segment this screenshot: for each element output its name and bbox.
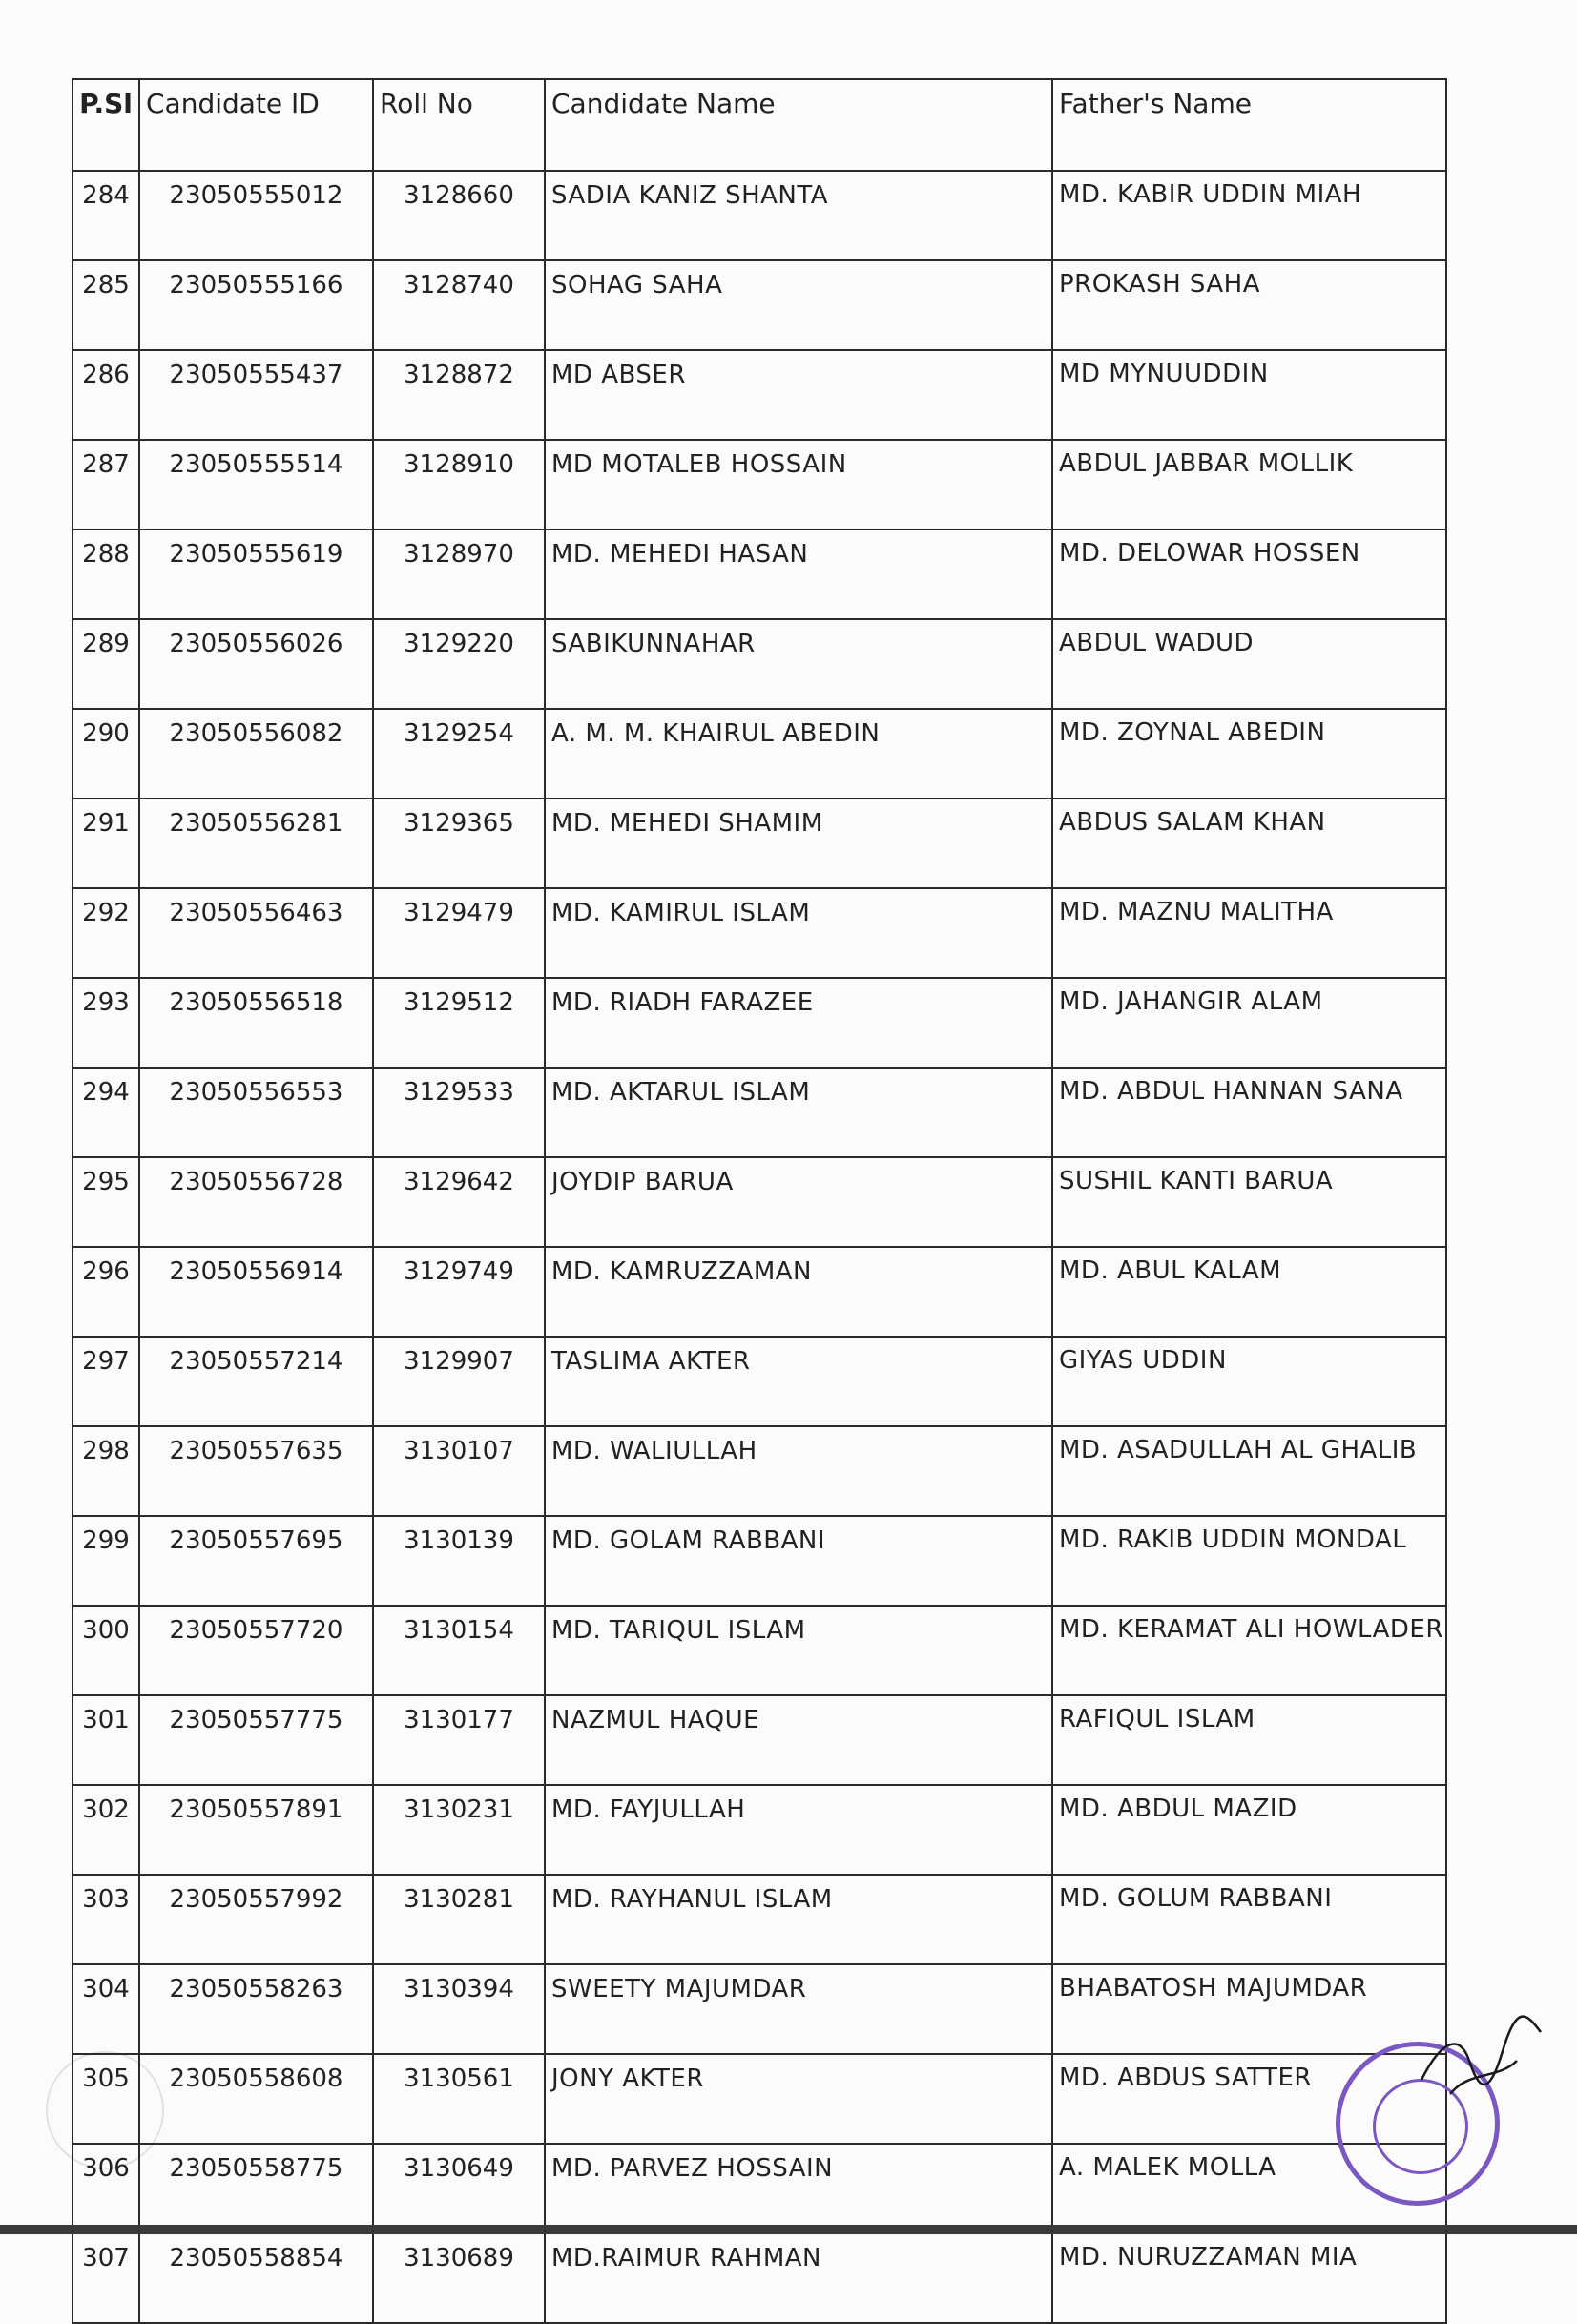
- row-candidate-id: 23050555514: [139, 440, 373, 529]
- row-candidate-id: 23050556728: [139, 1157, 373, 1247]
- row-psl: 298: [73, 1426, 139, 1516]
- row-candidate-id: 23050556281: [139, 799, 373, 888]
- row-psl: 284: [73, 171, 139, 260]
- table-row: [73, 1695, 1446, 1785]
- row-psl: 293: [73, 978, 139, 1068]
- row-candidate-id: 23050556026: [139, 619, 373, 709]
- row-roll-no: 3128910: [373, 440, 545, 529]
- row-father-name: ABDUS SALAM KHAN: [1052, 799, 1446, 888]
- row-candidate-name: SOHAG SAHA: [545, 260, 1052, 350]
- row-father-name: MD. ABDUS SATTER: [1052, 2054, 1446, 2144]
- row-psl: 297: [73, 1337, 139, 1426]
- table-row: [73, 978, 1446, 1068]
- row-candidate-name: MD MOTALEB HOSSAIN: [545, 440, 1052, 529]
- row-candidate-id: 23050555012: [139, 171, 373, 260]
- table-row: [73, 529, 1446, 619]
- row-roll-no: 3129642: [373, 1157, 545, 1247]
- table-row: [73, 1606, 1446, 1695]
- row-candidate-id: 23050556463: [139, 888, 373, 978]
- row-roll-no: 3128970: [373, 529, 545, 619]
- row-candidate-name: MD. MEHEDI HASAN: [545, 529, 1052, 619]
- row-roll-no: 3129220: [373, 619, 545, 709]
- row-roll-no: 3130231: [373, 1785, 545, 1875]
- row-candidate-name: JOYDIP BARUA: [545, 1157, 1052, 1247]
- table-header-row: [73, 79, 1446, 171]
- row-candidate-id: 23050555437: [139, 350, 373, 440]
- header-candidate-name: Candidate Name: [545, 79, 1052, 171]
- table-row: [73, 350, 1446, 440]
- table-row: [73, 888, 1446, 978]
- table-row: [73, 440, 1446, 529]
- row-candidate-id: 23050557635: [139, 1426, 373, 1516]
- table-row: [73, 260, 1446, 350]
- row-psl: 286: [73, 350, 139, 440]
- row-psl: 296: [73, 1247, 139, 1337]
- row-psl: 305: [73, 2054, 139, 2144]
- row-roll-no: 3130139: [373, 1516, 545, 1606]
- row-psl: 294: [73, 1068, 139, 1157]
- row-roll-no: 3130689: [373, 2233, 545, 2323]
- row-father-name: MD. KERAMAT ALI HOWLADER: [1052, 1606, 1446, 1695]
- row-candidate-name: MD. AKTARUL ISLAM: [545, 1068, 1052, 1157]
- row-roll-no: 3129749: [373, 1247, 545, 1337]
- row-candidate-name: MD. TARIQUL ISLAM: [545, 1606, 1052, 1695]
- row-roll-no: 3129907: [373, 1337, 545, 1426]
- header-roll-no: Roll No: [373, 79, 545, 171]
- row-candidate-id: 23050557720: [139, 1606, 373, 1695]
- row-roll-no: 3130177: [373, 1695, 545, 1785]
- row-candidate-name: MD. KAMIRUL ISLAM: [545, 888, 1052, 978]
- row-psl: 306: [73, 2144, 139, 2233]
- row-candidate-id: 23050558263: [139, 1964, 373, 2054]
- row-roll-no: 3129365: [373, 799, 545, 888]
- row-psl: 300: [73, 1606, 139, 1695]
- scan-bottom-edge: [0, 2225, 1577, 2234]
- table-row: [73, 1068, 1446, 1157]
- row-father-name: MD. ASADULLAH AL GHALIB: [1052, 1426, 1446, 1516]
- row-candidate-name: MD. PARVEZ HOSSAIN: [545, 2144, 1052, 2233]
- header-candidate-id: Candidate ID: [139, 79, 373, 171]
- row-candidate-id: 23050558854: [139, 2233, 373, 2323]
- row-candidate-id: 23050556518: [139, 978, 373, 1068]
- header-father-name: Father's Name: [1052, 79, 1446, 171]
- table-row: [73, 799, 1446, 888]
- row-candidate-id: 23050558775: [139, 2144, 373, 2233]
- row-candidate-name: SADIA KANIZ SHANTA: [545, 171, 1052, 260]
- row-candidate-name: MD. FAYJULLAH: [545, 1785, 1052, 1875]
- row-candidate-name: NAZMUL HAQUE: [545, 1695, 1052, 1785]
- table-row: [73, 1785, 1446, 1875]
- row-father-name: MD. KABIR UDDIN MIAH: [1052, 171, 1446, 260]
- row-father-name: MD. ZOYNAL ABEDIN: [1052, 709, 1446, 799]
- row-roll-no: 3129479: [373, 888, 545, 978]
- row-father-name: MD. ABDUL HANNAN SANA: [1052, 1068, 1446, 1157]
- row-candidate-id: 23050556553: [139, 1068, 373, 1157]
- table-row: [73, 2144, 1446, 2233]
- row-father-name: GIYAS UDDIN: [1052, 1337, 1446, 1426]
- row-roll-no: 3130649: [373, 2144, 545, 2233]
- table-row: [73, 1964, 1446, 2054]
- row-father-name: SUSHIL KANTI BARUA: [1052, 1157, 1446, 1247]
- row-psl: 303: [73, 1875, 139, 1964]
- row-psl: 301: [73, 1695, 139, 1785]
- row-candidate-id: 23050557775: [139, 1695, 373, 1785]
- table-row: [73, 1875, 1446, 1964]
- row-father-name: MD. ABDUL MAZID: [1052, 1785, 1446, 1875]
- row-psl: 290: [73, 709, 139, 799]
- table-row: [73, 1157, 1446, 1247]
- row-roll-no: 3128740: [373, 260, 545, 350]
- row-candidate-id: 23050555619: [139, 529, 373, 619]
- row-father-name: MD. GOLUM RABBANI: [1052, 1875, 1446, 1964]
- row-candidate-name: JONY AKTER: [545, 2054, 1052, 2144]
- table-row: [73, 2054, 1446, 2144]
- row-psl: 304: [73, 1964, 139, 2054]
- row-father-name: MD. ABUL KALAM: [1052, 1247, 1446, 1337]
- row-candidate-name: MD. MEHEDI SHAMIM: [545, 799, 1052, 888]
- row-roll-no: 3128660: [373, 171, 545, 260]
- row-candidate-id: 23050557992: [139, 1875, 373, 1964]
- row-father-name: PROKASH SAHA: [1052, 260, 1446, 350]
- row-father-name: MD MYNUUDDIN: [1052, 350, 1446, 440]
- row-candidate-id: 23050558608: [139, 2054, 373, 2144]
- table-row: [73, 1426, 1446, 1516]
- row-roll-no: 3128872: [373, 350, 545, 440]
- handwritten-signature: [1412, 2003, 1546, 2118]
- table-row: [73, 709, 1446, 799]
- row-psl: 292: [73, 888, 139, 978]
- row-roll-no: 3129533: [373, 1068, 545, 1157]
- row-candidate-id: 23050556914: [139, 1247, 373, 1337]
- row-father-name: ABDUL WADUD: [1052, 619, 1446, 709]
- table-row: [73, 1337, 1446, 1426]
- row-psl: 291: [73, 799, 139, 888]
- row-roll-no: 3130107: [373, 1426, 545, 1516]
- row-psl: 295: [73, 1157, 139, 1247]
- row-candidate-name: MD. GOLAM RABBANI: [545, 1516, 1052, 1606]
- row-candidate-id: 23050557214: [139, 1337, 373, 1426]
- row-psl: 299: [73, 1516, 139, 1606]
- row-father-name: MD. MAZNU MALITHA: [1052, 888, 1446, 978]
- row-roll-no: 3129254: [373, 709, 545, 799]
- row-candidate-id: 23050557695: [139, 1516, 373, 1606]
- row-candidate-id: 23050556082: [139, 709, 373, 799]
- row-father-name: A. MALEK MOLLA: [1052, 2144, 1446, 2233]
- row-psl: 285: [73, 260, 139, 350]
- row-roll-no: 3130154: [373, 1606, 545, 1695]
- row-father-name: MD. NURUZZAMAN MIA: [1052, 2233, 1446, 2323]
- row-father-name: MD. RAKIB UDDIN MONDAL: [1052, 1516, 1446, 1606]
- header-psl: P.Sl: [73, 79, 139, 171]
- row-father-name: RAFIQUL ISLAM: [1052, 1695, 1446, 1785]
- row-candidate-name: MD ABSER: [545, 350, 1052, 440]
- table-row: [73, 619, 1446, 709]
- row-psl: 302: [73, 1785, 139, 1875]
- row-candidate-name: MD. WALIULLAH: [545, 1426, 1052, 1516]
- row-roll-no: 3130281: [373, 1875, 545, 1964]
- row-candidate-name: MD. RIADH FARAZEE: [545, 978, 1052, 1068]
- candidate-table: [72, 78, 1447, 2324]
- row-candidate-name: SWEETY MAJUMDAR: [545, 1964, 1052, 2054]
- row-psl: 287: [73, 440, 139, 529]
- table-row: [73, 1516, 1446, 1606]
- row-roll-no: 3129512: [373, 978, 545, 1068]
- row-father-name: ABDUL JABBAR MOLLIK: [1052, 440, 1446, 529]
- row-candidate-name: MD. KAMRUZZAMAN: [545, 1247, 1052, 1337]
- row-candidate-name: MD.RAIMUR RAHMAN: [545, 2233, 1052, 2323]
- row-psl: 288: [73, 529, 139, 619]
- row-father-name: MD. JAHANGIR ALAM: [1052, 978, 1446, 1068]
- table-row: [73, 1247, 1446, 1337]
- table-row: [73, 171, 1446, 260]
- row-psl: 307: [73, 2233, 139, 2323]
- row-father-name: MD. DELOWAR HOSSEN: [1052, 529, 1446, 619]
- row-candidate-id: 23050555166: [139, 260, 373, 350]
- row-father-name: BHABATOSH MAJUMDAR: [1052, 1964, 1446, 2054]
- row-candidate-name: TASLIMA AKTER: [545, 1337, 1052, 1426]
- row-candidate-name: SABIKUNNAHAR: [545, 619, 1052, 709]
- row-roll-no: 3130394: [373, 1964, 545, 2054]
- row-candidate-name: MD. RAYHANUL ISLAM: [545, 1875, 1052, 1964]
- table-body: [73, 171, 1446, 2323]
- row-candidate-id: 23050557891: [139, 1785, 373, 1875]
- row-psl: 289: [73, 619, 139, 709]
- row-roll-no: 3130561: [373, 2054, 545, 2144]
- table-row: [73, 2233, 1446, 2323]
- row-candidate-name: A. M. M. KHAIRUL ABEDIN: [545, 709, 1052, 799]
